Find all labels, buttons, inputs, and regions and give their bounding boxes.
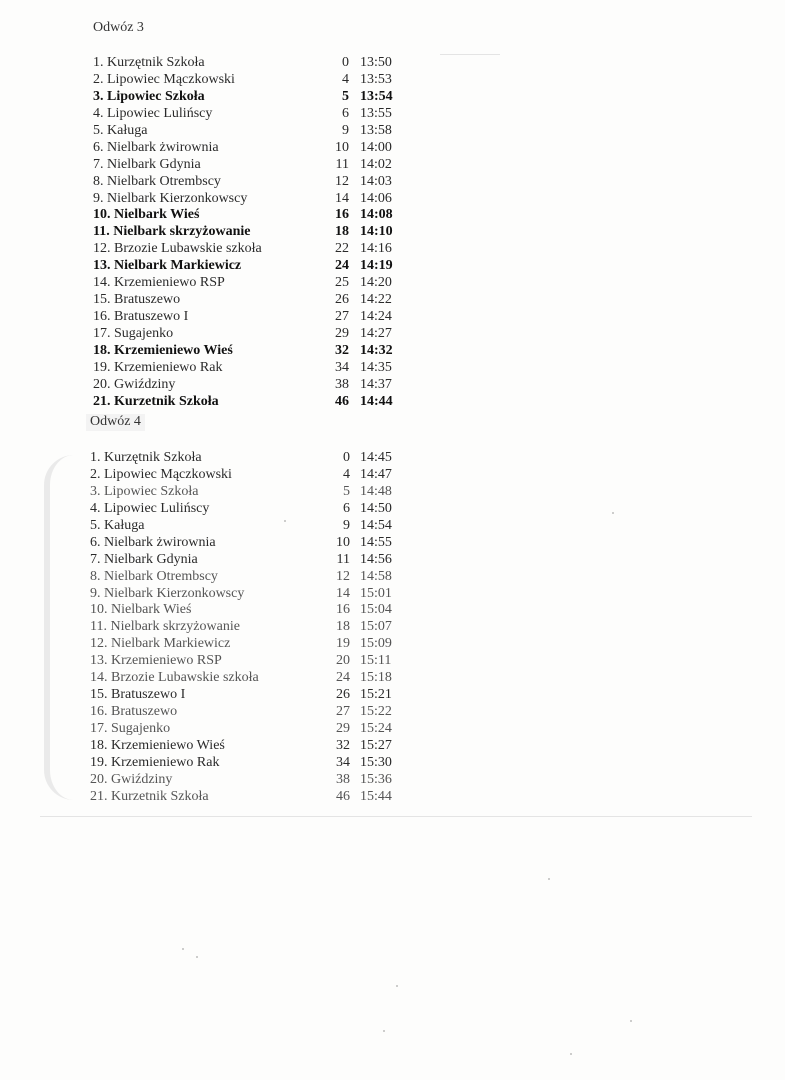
stop-name: 21. Kurzetnik Szkoła	[90, 788, 209, 804]
stop-distance: 27	[336, 704, 350, 720]
stop-time: 15:01	[360, 585, 392, 601]
stop-name: 2. Lipowiec Mączkowski	[90, 466, 232, 482]
stop-distance: 16	[335, 207, 349, 223]
stop-name: 16. Bratuszewo I	[93, 309, 189, 325]
scan-speck	[630, 1020, 632, 1022]
stop-name: 17. Sugajenko	[93, 326, 174, 341]
stop-time: 15:04	[360, 602, 392, 618]
stop-distance: 11	[335, 156, 349, 172]
stop-name: 2. Lipowiec Mączkowski	[93, 71, 235, 87]
stop-name: 13. Nielbark Markiewicz	[93, 258, 242, 274]
stop-name: 12. Nielbark Markiewicz	[90, 636, 231, 652]
stop-time: 14:20	[360, 275, 392, 291]
stop-name: 5. Kaługa	[93, 122, 148, 138]
stop-name: 10. Nielbark Wieś	[90, 602, 192, 618]
stop-distance: 10	[336, 534, 350, 550]
stop-distance: 27	[335, 309, 349, 325]
stop-time: 14:37	[360, 376, 392, 392]
stop-name: 12. Brzozie Lubawskie szkoła	[93, 241, 262, 257]
stop-distance: 26	[335, 292, 349, 308]
stop-time: 13:53	[360, 71, 392, 87]
stop-name: 1. Kurzętnik Szkoła	[93, 55, 205, 70]
scan-bracket-mark	[44, 455, 84, 800]
stop-name: 15. Bratuszewo	[93, 292, 181, 308]
stop-name: 13. Krzemieniewo RSP	[90, 653, 222, 669]
scan-speck	[570, 1053, 572, 1055]
stop-time: 15:07	[360, 619, 392, 635]
stop-distance: 10	[335, 139, 349, 155]
stop-time: 15:09	[360, 636, 392, 652]
stop-name: 14. Krzemieniewo RSP	[93, 275, 225, 291]
stop-name: 8. Nielbark Otrembscy	[90, 568, 218, 584]
stop-time: 14:00	[360, 139, 392, 155]
stop-time: 15:11	[360, 653, 392, 669]
section-title-odwoz-3: Odwóz 3	[93, 20, 144, 35]
scan-speck	[383, 1030, 385, 1032]
scan-speck	[612, 512, 614, 514]
stop-distance: 24	[336, 670, 350, 686]
stop-time: 14:16	[360, 241, 392, 257]
stop-name: 7. Nielbark Gdynia	[93, 156, 201, 172]
scan-line-bottom	[40, 816, 752, 817]
scan-speck	[548, 878, 550, 880]
stop-name: 9. Nielbark Kierzonkowscy	[90, 585, 245, 601]
stop-name: 8. Nielbark Otrembscy	[93, 173, 221, 189]
stop-name: 6. Nielbark żwirownia	[90, 534, 216, 550]
stop-name: 11. Nielbark skrzyżowanie	[93, 224, 251, 240]
stop-distance: 6	[343, 500, 350, 516]
stop-time: 15:36	[360, 771, 392, 787]
stop-name: 14. Brzozie Lubawskie szkoła	[90, 670, 259, 686]
stop-time: 14:06	[360, 190, 392, 206]
stop-name: 21. Kurzetnik Szkoła	[93, 393, 219, 409]
stop-distance: 0	[342, 55, 349, 70]
stop-distance: 4	[343, 466, 350, 482]
stop-time: 15:24	[360, 721, 392, 736]
stop-distance: 19	[336, 636, 350, 652]
stop-time: 14:22	[360, 292, 392, 308]
stop-name: 3. Lipowiec Szkoła	[90, 483, 199, 499]
stop-distance: 20	[336, 653, 350, 669]
stop-distance: 18	[336, 619, 350, 635]
stop-distance: 12	[336, 568, 350, 584]
stop-name: 3. Lipowiec Szkoła	[93, 88, 205, 104]
stop-distance: 9	[343, 517, 350, 533]
stop-time: 14:08	[360, 207, 393, 223]
stop-name: 10. Nielbark Wieś	[93, 207, 200, 223]
stop-name: 19. Krzemieniewo Rak	[93, 359, 223, 375]
stop-time: 13:50	[360, 55, 392, 70]
stop-name: 6. Nielbark żwirownia	[93, 139, 219, 155]
stop-name: 7. Nielbark Gdynia	[90, 551, 198, 567]
stop-distance: 14	[335, 190, 349, 206]
stop-time: 14:54	[360, 517, 392, 533]
stop-time: 15:21	[360, 687, 392, 703]
stop-name: 18. Krzemieniewo Wieś	[90, 737, 225, 753]
stop-distance: 18	[335, 224, 349, 240]
scan-speck	[396, 985, 398, 987]
stop-distance: 32	[335, 342, 349, 358]
stop-time: 14:35	[360, 359, 392, 375]
stop-name: 1. Kurzętnik Szkoła	[90, 450, 202, 465]
stop-distance: 14	[336, 585, 350, 601]
stop-time: 14:27	[360, 326, 392, 341]
stop-time: 15:30	[360, 754, 392, 770]
stop-distance: 9	[342, 122, 349, 138]
stop-time: 14:47	[360, 466, 392, 482]
stop-time: 14:50	[360, 500, 392, 516]
stop-distance: 38	[336, 771, 350, 787]
stop-time: 14:48	[360, 483, 392, 499]
stop-time: 15:44	[360, 788, 392, 804]
stop-distance: 34	[335, 359, 349, 375]
stop-distance: 38	[335, 376, 349, 392]
section-title-odwoz-4: Odwóz 4	[86, 414, 145, 431]
stop-distance: 5	[342, 88, 349, 104]
stop-distance: 46	[336, 788, 350, 804]
stop-time: 14:19	[360, 258, 393, 274]
stop-distance: 5	[343, 483, 350, 499]
stop-time: 14:58	[360, 568, 392, 584]
stop-time: 14:44	[360, 393, 393, 409]
stop-distance: 46	[335, 393, 349, 409]
stop-time: 15:18	[360, 670, 392, 686]
scan-speck	[284, 520, 286, 522]
stop-name: 5. Kaługa	[90, 517, 145, 533]
stop-distance: 12	[335, 173, 349, 189]
stop-distance: 0	[343, 450, 350, 465]
stop-distance: 4	[342, 71, 349, 87]
stop-name: 15. Bratuszewo I	[90, 687, 186, 703]
stop-distance: 22	[335, 241, 349, 257]
stop-distance: 32	[336, 737, 350, 753]
stop-time: 15:22	[360, 704, 392, 720]
stop-distance: 25	[335, 275, 349, 291]
stop-name: 16. Bratuszewo	[90, 704, 178, 720]
stop-name: 9. Nielbark Kierzonkowscy	[93, 190, 248, 206]
scan-speck	[182, 948, 184, 950]
stop-time: 13:58	[360, 122, 392, 138]
stop-distance: 6	[342, 105, 349, 121]
stop-time: 14:45	[360, 450, 392, 465]
stop-time: 14:02	[360, 156, 392, 172]
stop-time: 13:55	[360, 105, 392, 121]
stop-name: 11. Nielbark skrzyżowanie	[90, 619, 240, 635]
stop-distance: 34	[336, 754, 350, 770]
stop-time: 14:10	[360, 224, 393, 240]
stop-time: 14:32	[360, 342, 393, 358]
stop-time: 14:03	[360, 173, 392, 189]
stop-distance: 24	[335, 258, 349, 274]
stop-time: 14:24	[360, 309, 392, 325]
stop-name: 17. Sugajenko	[90, 721, 171, 736]
stop-distance: 16	[336, 602, 350, 618]
stop-distance: 26	[336, 687, 350, 703]
stop-name: 20. Gwiździny	[90, 771, 173, 787]
scan-line-top	[440, 54, 500, 55]
stop-time: 15:27	[360, 737, 392, 753]
stop-name: 20. Gwiździny	[93, 376, 176, 392]
stop-distance: 11	[336, 551, 350, 567]
stop-time: 14:56	[360, 551, 392, 567]
stop-name: 4. Lipowiec Lulińscy	[93, 105, 213, 121]
stop-name: 4. Lipowiec Lulińscy	[90, 500, 210, 516]
stop-name: 19. Krzemieniewo Rak	[90, 754, 220, 770]
stop-distance: 29	[335, 326, 349, 341]
scan-speck	[196, 956, 198, 958]
stop-name: 18. Krzemieniewo Wieś	[93, 342, 233, 358]
stop-time: 13:54	[360, 88, 393, 104]
stop-time: 14:55	[360, 534, 392, 550]
stop-distance: 29	[336, 721, 350, 736]
